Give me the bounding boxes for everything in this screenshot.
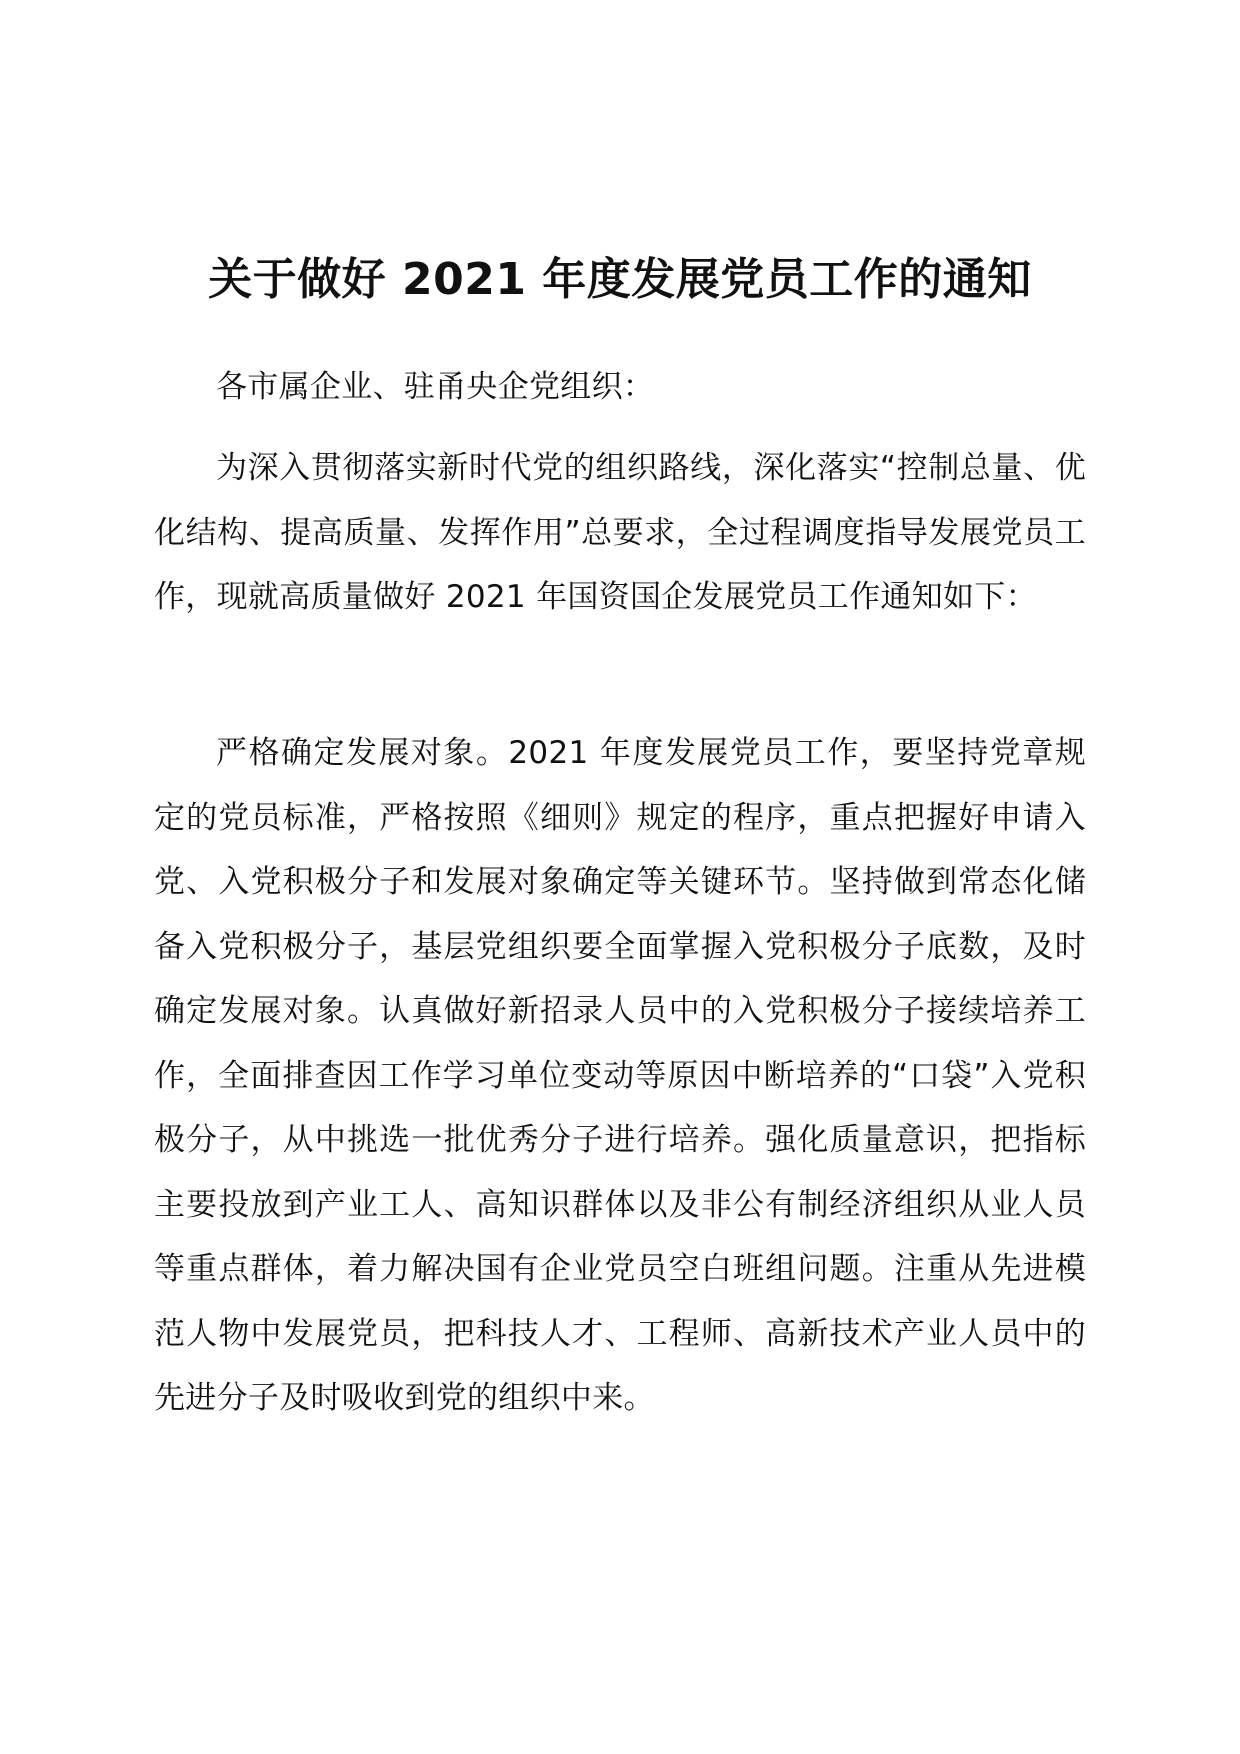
document-title: 关于做好 2021 年度发展党员工作的通知	[208, 254, 1032, 305]
paragraph-intro: 为深入贯彻落实新时代党的组织路线，深化落实“控制总量、优化结构、提高质量、发挥作用”总要求，全过程调度指导发展党员工作，现就高质量做好 2021 年国资国企发展党员工作通知如下：	[154, 450, 1086, 615]
salutation: 各市属企业、驻甬央企党组织：	[216, 369, 655, 405]
paragraph-development-targets: 严格确定发展对象。2021 年度发展党员工作，要坚持党章规定的党员标准，严格按照《细则》规定的程序，重点把握好申请入党、入党积极分子和发展对象确定等关键环节。坚持做到常态化储备入党积极分子，基层党组织要全面掌握入党积极分子底数，及时确定发展对象。认真做好新招录人员中的入党积极分子接续培养工作，全面排查因工作学习单位变动等原因中断培养的“口袋”入党积极分子，从中挑选一批优秀分子进行培养。强化质量意识，把指标主要投放到产业工人、高知识群体以及非公有制经济组织从业人员等重点群体，着力解决国有企业党员空白班组问题。注重从先进模范人物中发展党员，把科技人才、工程师、高新技术产业人员中的先进分子及时吸收到党的组织中来。	[154, 735, 1086, 1416]
